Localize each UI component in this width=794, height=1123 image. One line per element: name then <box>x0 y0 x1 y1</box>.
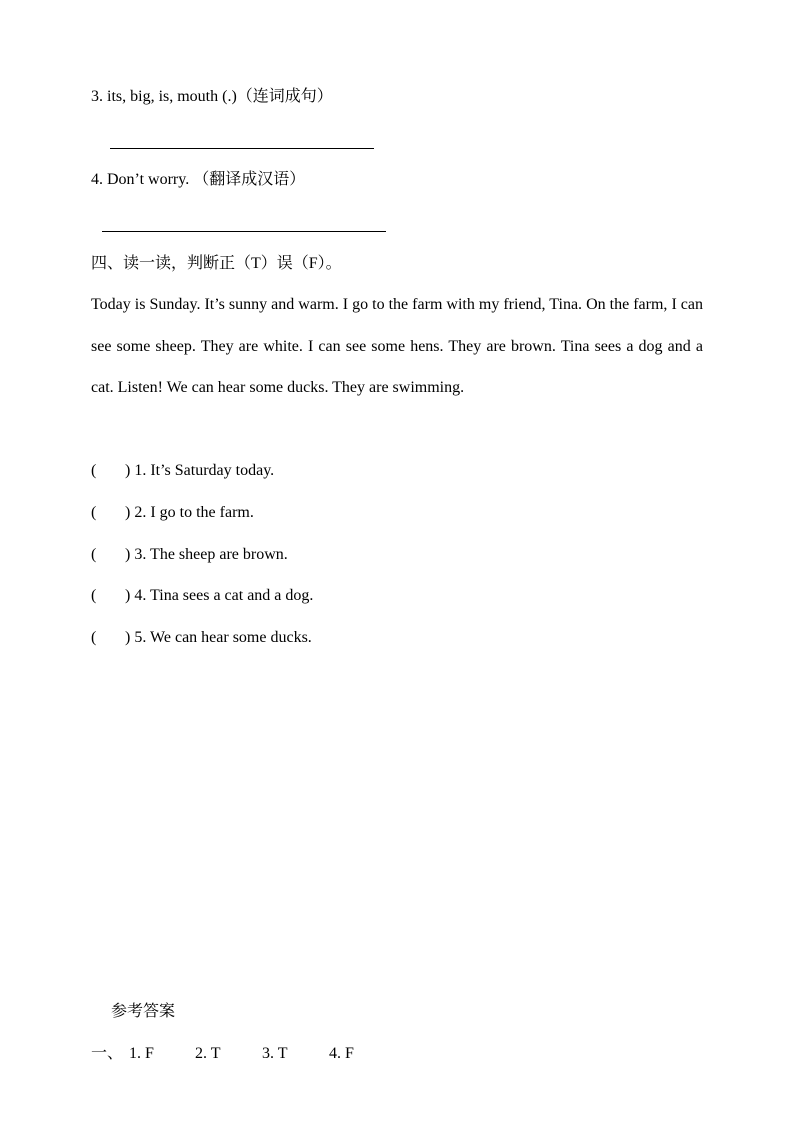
question-3-text: 3. its, big, is, mouth (.)（连词成句） <box>91 88 333 105</box>
tf-item-text: ) 2. I go to the farm. <box>125 504 254 521</box>
answer-blank-open-paren: ( <box>91 504 97 521</box>
question-4-text: 4. Don’t worry. （翻译成汉语） <box>91 171 306 188</box>
question-4-answer-line <box>102 231 386 232</box>
question-3-answer-line <box>110 148 374 149</box>
answer-blank-open-paren: ( <box>91 629 97 646</box>
tf-item-text: ) 1. It’s Saturday today. <box>125 462 275 479</box>
tf-item-text: ) 3. The sheep are brown. <box>125 546 288 563</box>
answer-item: 1. F <box>129 1045 154 1062</box>
answers-row-prefix: 一、 <box>91 1045 124 1062</box>
answers-row-1 <box>91 1044 391 1064</box>
section-4-heading: 四、读一读，判断正（T）误（F）。 <box>91 255 342 272</box>
answer-blank-open-paren: ( <box>91 587 97 604</box>
tf-item-text: ) 5. We can hear some ducks. <box>125 629 312 646</box>
answer-blank-open-paren: ( <box>91 546 97 563</box>
answer-item: 3. T <box>262 1045 288 1062</box>
answer-item: 4. F <box>329 1045 354 1062</box>
answer-blank-open-paren: ( <box>91 462 97 479</box>
answer-item: 2. T <box>195 1045 221 1062</box>
reading-passage: Today is Sunday. It’s sunny and warm. I go to the farm with my friend, Tina. On the farm, I can see some sheep. They are white. I can see some hens. They are brown. Tina sees a dog and a cat. Listen! We can hear some ducks. They are swimming. <box>91 296 703 396</box>
answers-heading: 参考答案 <box>111 1003 176 1020</box>
tf-item-text: ) 4. Tina sees a cat and a dog. <box>125 587 314 604</box>
